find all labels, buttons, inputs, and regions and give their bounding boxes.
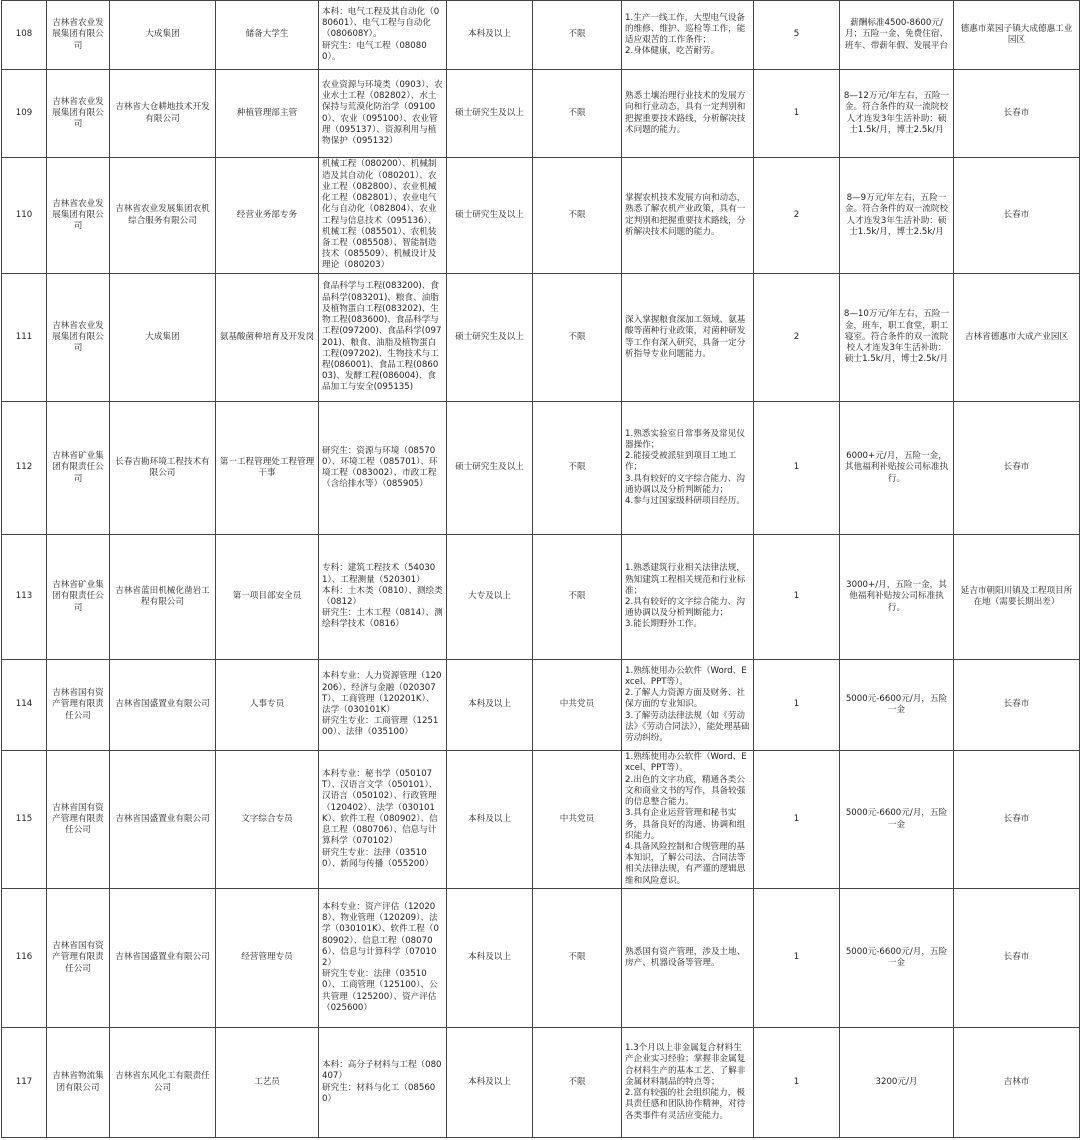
cell-headcount: 1 <box>754 535 840 660</box>
table-row <box>2 889 1080 1028</box>
cell-education: 硕士研究生及以上 <box>447 158 533 274</box>
cell-major: 本科：电气工程及其自动化（080601）、电气工程与自动化（080608Y）。 研究生：电气工程（080800）。 <box>319 1 447 70</box>
cell-position: 工艺员 <box>216 1028 319 1138</box>
cell-education: 硕士研究生及以上 <box>447 274 533 402</box>
cell-political-status: 中共党员 <box>533 751 622 889</box>
cell-company: 吉林省东风化工有限责任公司 <box>110 1028 216 1138</box>
cell-headcount: 1 <box>754 402 840 535</box>
cell-company: 长春吉勘环境工程技术有限公司 <box>110 402 216 535</box>
table-row <box>2 1 1080 70</box>
cell-requirements: 1.熟悉实验室日常事务及常见仪器操作； 2.能接受被派驻到项目工地工作； 3.具有较好的文字综合能力、沟通协调以及分析判断能力； 4.参与过国家级科研项目经历。 <box>622 402 754 535</box>
cell-no: 111 <box>2 274 47 402</box>
cell-salary: 8—12万元/年左右，五险一金。符合条件的双一流院校人才连发3年生活补助：硕士1.5k/月，博士2.5k/月 <box>840 70 954 158</box>
cell-major: 农业资源与环境类（0903）、农业水土工程（082802）、水土保持与荒漠化防治学（091000）、农业（095100）、农业管理（095137）、资源利用与植物保护（095132） <box>319 70 447 158</box>
cell-company: 吉林省蓝田机械化凿岩工程有限公司 <box>110 535 216 660</box>
cell-company: 吉林省大仓耕地技术开发有限公司 <box>110 70 216 158</box>
cell-location: 长春市 <box>954 889 1080 1028</box>
cell-major: 本科专业：人力资源管理（120206）、经济与金融（020307T）、工商管理（120201K）、法学（030101K） 研究生专业：工商管理（125100）、法律（035100） <box>319 660 447 751</box>
cell-major: 本科专业：资产评估（120208）、物业管理（120209）、法学（030101K）、软件工程（080902）、信息工程（080706）、信息与计算科学（070102） 研究生专业：法律（035100）、工商管理（125100）、公共管理（125200）、资产评估（025600） <box>319 889 447 1028</box>
cell-company: 吉林省国盛置业有限公司 <box>110 751 216 889</box>
cell-requirements: 1.熟悉建筑行业相关法律法规，熟知建筑工程相关规范和行业标准； 2.具有较好的文字综合能力、沟通协调以及分析判断能力； 3.能长期野外工作。 <box>622 535 754 660</box>
cell-location: 德惠市菜园子镇大成德惠工业园区 <box>954 1 1080 70</box>
cell-political-status: 不限 <box>533 535 622 660</box>
cell-requirements: 1.3个月以上非金属复合材料生产企业实习经验；掌握非金属复合材料生产的基本工艺、了解非金属材料制品的特点等； 2.富有较强的社会组织能力，极具责任感和团队协作精神，对待各类事件有灵活应变能力。 <box>622 1028 754 1138</box>
cell-position: 第一项目部安全员 <box>216 535 319 660</box>
cell-location: 长春市 <box>954 660 1080 751</box>
cell-requirements: 1.熟练使用办公软件（Word、Excel、PPT等）。 2.出色的文字功底，精通各类公文和商业文书的写作，具备较强的信息整合能力。 3.具有企业运营管理和秘书实务，具备良好的沟通、协调和组织能力。 4.具备风险控制和合规管理的基本知识，了解公司法、合同法等相关法律法规，有严谨的逻辑思维和风险意识。 <box>622 751 754 889</box>
cell-headcount: 2 <box>754 158 840 274</box>
cell-salary: 3000+/月，五险一金，其他福利补贴按公司标准执行。 <box>840 535 954 660</box>
cell-political-status: 不限 <box>533 1028 622 1138</box>
cell-position: 文字综合专员 <box>216 751 319 889</box>
cell-headcount: 1 <box>754 751 840 889</box>
cell-company: 吉林省国盛置业有限公司 <box>110 660 216 751</box>
cell-political-status: 不限 <box>533 1 622 70</box>
cell-education: 本科及以上 <box>447 1028 533 1138</box>
cell-no: 109 <box>2 70 47 158</box>
cell-major: 研究生：资源与环境（085700）、环境工程（085701）、环境工程（083002）、市政工程（含给排水等）（085905） <box>319 402 447 535</box>
cell-position: 种植管理部主管 <box>216 70 319 158</box>
cell-political-status: 不限 <box>533 274 622 402</box>
cell-salary: 6000+元/月，五险一金，其他福利补贴按公司标准执行。 <box>840 402 954 535</box>
cell-location: 长春市 <box>954 402 1080 535</box>
cell-no: 117 <box>2 1028 47 1138</box>
cell-group: 吉林省物流集团有限公司 <box>47 1028 110 1138</box>
cell-political-status: 不限 <box>533 158 622 274</box>
cell-education: 硕士研究生及以上 <box>447 402 533 535</box>
cell-no: 113 <box>2 535 47 660</box>
cell-position: 人事专员 <box>216 660 319 751</box>
cell-no: 110 <box>2 158 47 274</box>
cell-salary: 5000元-6600元/月，五险一金 <box>840 660 954 751</box>
cell-salary: 5000元-6600元/月，五险一金 <box>840 751 954 889</box>
cell-salary: 8—9万元/年左右，五险一金。符合条件的双一流院校人才连发3年生活补助：硕士1.5k/月，博士2.5k/月 <box>840 158 954 274</box>
table-row <box>2 402 1080 535</box>
cell-location: 长春市 <box>954 751 1080 889</box>
table-row <box>2 1028 1080 1138</box>
cell-location: 长春市 <box>954 70 1080 158</box>
cell-position: 储备大学生 <box>216 1 319 70</box>
cell-no: 115 <box>2 751 47 889</box>
cell-location: 吉林省德惠市大成产业园区 <box>954 274 1080 402</box>
table-row <box>2 70 1080 158</box>
cell-no: 116 <box>2 889 47 1028</box>
cell-political-status: 不限 <box>533 889 622 1028</box>
cell-group: 吉林省农业发展集团有限公司 <box>47 274 110 402</box>
cell-major: 食品科学与工程(083200)、食品科学(083201)、粮食、油脂及植物蛋白工程(083202)、生物工程(083600)、食品科学与工程(097200)、食品科学(097201)、粮食、油脂及植物蛋白工程(097202)、生物技术与工程(086001)、食品工程(086003)、发酵工程(086004)、食品加工与安全(095135) <box>319 274 447 402</box>
cell-company: 吉林省农业发展集团农机综合服务有限公司 <box>110 158 216 274</box>
cell-requirements: 熟悉土壤治理行业技术的发展方向和行业动态，具有一定判别和把握重要技术路线，分析解决技术问题的能力。 <box>622 70 754 158</box>
cell-major: 机械工程（080200）、机械制造及其自动化（080201）、农业工程（082800）、农业机械化工程（082801）、农业电气化与自动化（082804）、农业工程与信息技术（095136）、机械工程（085501）、农机装备工程（085508）、智能制造技术（085509）、机械设计及理论（080203） <box>319 158 447 274</box>
cell-company: 吉林省国盛置业有限公司 <box>110 889 216 1028</box>
cell-group: 吉林省矿业集团有限责任公司 <box>47 402 110 535</box>
cell-salary: 薪酬标准4500-8600元/月；五险一金、免费住宿、班车、带薪年假、发展平台 <box>840 1 954 70</box>
cell-education: 本科及以上 <box>447 1 533 70</box>
cell-political-status: 不限 <box>533 70 622 158</box>
cell-salary: 5000元-6600元/月，五险一金 <box>840 889 954 1028</box>
cell-company: 大成集团 <box>110 274 216 402</box>
cell-education: 大专及以上 <box>447 535 533 660</box>
cell-headcount: 2 <box>754 274 840 402</box>
cell-education: 本科及以上 <box>447 751 533 889</box>
cell-requirements: 掌握农机技术发展方向和动态，熟悉了解农机产业政策，具有一定判别和把握重要技术路线，分析解决技术问题的能力。 <box>622 158 754 274</box>
cell-no: 112 <box>2 402 47 535</box>
cell-political-status: 中共党员 <box>533 660 622 751</box>
cell-requirements: 1.熟练使用办公软件（Word、Excel、PPT等）。 2.了解人力资源方面及财务、社保方面的专业知识。 3.了解劳动法律法规（如《劳动法》《劳动合同法》），能处理基础劳动纠纷。 <box>622 660 754 751</box>
cell-location: 延吉市朝阳川镇及工程项目所在地（需要长期出差） <box>954 535 1080 660</box>
cell-position: 第一工程管理处工程管理干事 <box>216 402 319 535</box>
table-body <box>2 1 1080 1138</box>
cell-political-status: 不限 <box>533 402 622 535</box>
cell-headcount: 1 <box>754 70 840 158</box>
cell-group: 吉林省矿业集团有限责任公司 <box>47 535 110 660</box>
cell-education: 硕士研究生及以上 <box>447 70 533 158</box>
cell-major: 本科专业：秘书学（050107T）、汉语言文学（050101）、汉语言（050102）、行政管理（120402）、法学（030101K）、软件工程（080902）、信息工程（080706）、信息与计算科学（070102） 研究生专业：法律（035100）、新闻与传播（055200） <box>319 751 447 889</box>
table-row <box>2 274 1080 402</box>
cell-group: 吉林省国有资产管理有限责任公司 <box>47 751 110 889</box>
cell-position: 经营管理专员 <box>216 889 319 1028</box>
cell-requirements: 深入掌握粮食深加工领域、氨基酸等菌种行业政策，对菌种研发等工作有深入研究，具备一定分析指导专业问题能力。 <box>622 274 754 402</box>
cell-headcount: 1 <box>754 889 840 1028</box>
cell-no: 108 <box>2 1 47 70</box>
cell-no: 114 <box>2 660 47 751</box>
cell-headcount: 1 <box>754 660 840 751</box>
cell-location: 长春市 <box>954 158 1080 274</box>
cell-group: 吉林省农业发展集团有限公司 <box>47 70 110 158</box>
cell-requirements: 熟悉国有资产管理，涉及土地、房产、机器设备等管理。 <box>622 889 754 1028</box>
table-row <box>2 158 1080 274</box>
table-row <box>2 751 1080 889</box>
cell-education: 本科及以上 <box>447 889 533 1028</box>
cell-group: 吉林省农业发展集团有限公司 <box>47 1 110 70</box>
cell-requirements: 1.生产一线工作，大型电气设备的维修、维护、巡检等工作，能适应艰苦的工作条件； 2.身体健康，吃苦耐劳。 <box>622 1 754 70</box>
cell-group: 吉林省国有资产管理有限责任公司 <box>47 660 110 751</box>
cell-education: 本科及以上 <box>447 660 533 751</box>
cell-major: 专科：建筑工程技术（540301）、工程测量（520301） 本科：土木类（0810）、测绘类（0812） 研究生：土木工程（0814）、测绘科学技术（0816） <box>319 535 447 660</box>
cell-headcount: 1 <box>754 1028 840 1138</box>
cell-salary: 3200元/月 <box>840 1028 954 1138</box>
cell-major: 本科：高分子材料与工程（080407） 研究生：材料与化工（085600） <box>319 1028 447 1138</box>
cell-salary: 8—10万元/年左右，五险一金，班车，职工食堂，职工寝室。符合条件的双一流院校人才连发3年生活补助：硕士1.5k/月，博士2.5k/月 <box>840 274 954 402</box>
cell-position: 氨基酸菌种培育及开发岗 <box>216 274 319 402</box>
cell-company: 大成集团 <box>110 1 216 70</box>
cell-headcount: 5 <box>754 1 840 70</box>
table-row <box>2 535 1080 660</box>
cell-group: 吉林省农业发展集团有限公司 <box>47 158 110 274</box>
cell-position: 经营业务部专务 <box>216 158 319 274</box>
table-row <box>2 660 1080 751</box>
cell-group: 吉林省国有资产管理有限责任公司 <box>47 889 110 1028</box>
cell-location: 吉林市 <box>954 1028 1080 1138</box>
job-table <box>1 0 1080 1138</box>
